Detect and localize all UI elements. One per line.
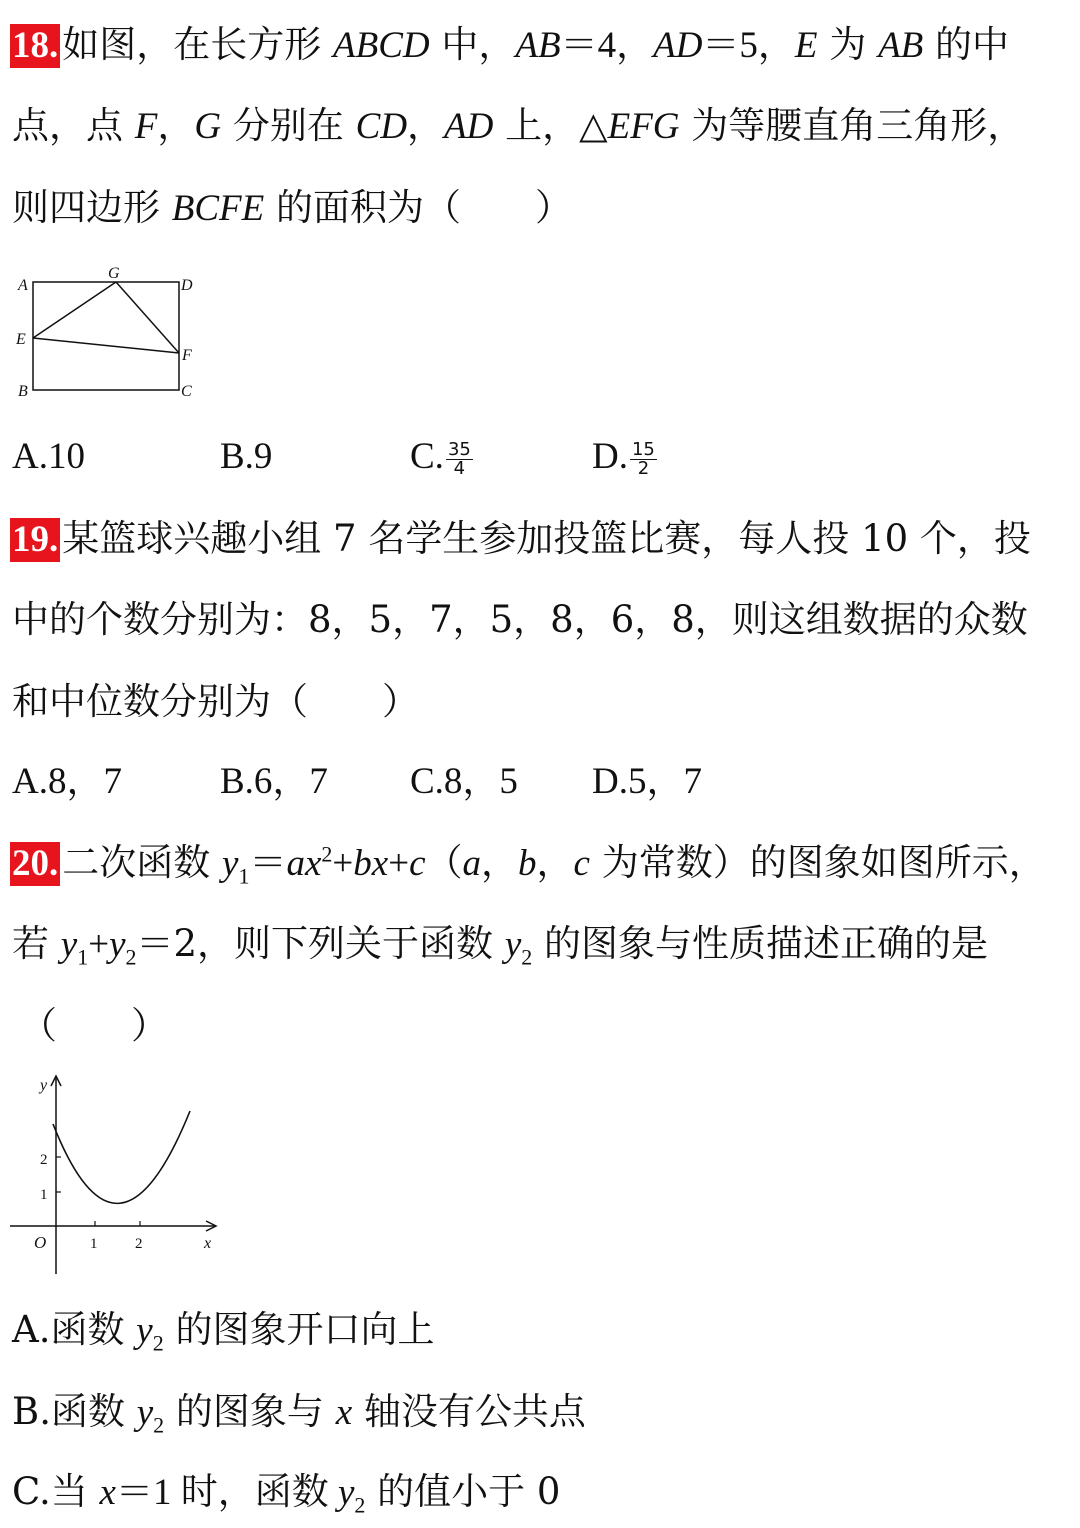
- rectangle-figure: [10, 262, 210, 402]
- q20-option-a: A.函数 $y_2$ 的图象开口向上: [12, 1308, 435, 1356]
- q20-option-b: B.函数 $y_2$ 的图象与 x 轴没有公共点: [12, 1390, 586, 1438]
- q19-line2: 中的个数分别为：8，5，7，5，8，6，8，则这组数据的众数: [12, 598, 1028, 641]
- q18-line3: 则四边形 BCFE 的面积为（ ）: [12, 186, 573, 229]
- label-c: C: [181, 383, 192, 400]
- question-number-20: 20.: [12, 843, 59, 884]
- fraction-35-4: $\frac{35}{4}$: [447, 439, 471, 480]
- q20-line1: 20. 二次函数 $y_1=ax^2+bx+c(a$，b，c 为常数）的图象如图所示，: [12, 841, 1046, 889]
- q20-line3: （ ）: [20, 1004, 168, 1047]
- x-tick-label-1: 1: [90, 1236, 98, 1252]
- label-g: G: [108, 265, 120, 282]
- x-axis-label: x: [204, 1235, 212, 1252]
- parabola-graph: [0, 1068, 230, 1280]
- y-tick-label-2: 2: [40, 1152, 48, 1168]
- q19-option-b: B.6，7: [220, 761, 328, 802]
- q19-option-d: D.5，7: [592, 761, 702, 802]
- rectangle-abcd: [33, 282, 179, 390]
- parabola-curve: [53, 1111, 190, 1203]
- q18-line1: 18. 如图，在长方形 ABCD 中，AB＝4，AD＝5，E 为 AB 的中: [12, 23, 1010, 66]
- q18-option-c: C. $\frac{35}{4}$: [410, 436, 471, 480]
- y-tick-label-1: 1: [40, 1187, 48, 1203]
- q18-option-b: B.9: [220, 436, 273, 477]
- q18-option-d: D. $\frac{15}{2}$: [592, 436, 655, 480]
- origin-label: O: [34, 1233, 47, 1252]
- segment-gf: [116, 282, 179, 353]
- label-f: F: [182, 347, 192, 364]
- q19-option-a: A.8，7: [12, 761, 122, 802]
- q19-option-c: C.8，5: [410, 761, 518, 802]
- q18-line2: 点，点 F，G 分别在 CD，AD 上，△EFG 为等腰直角三角形，: [12, 104, 1025, 147]
- question-number-18: 18.: [12, 25, 59, 66]
- label-e: E: [16, 331, 26, 348]
- y-axis-label: y: [40, 1077, 48, 1094]
- fraction-15-2: $\frac{15}{2}$: [631, 439, 655, 480]
- label-a: A: [18, 277, 28, 294]
- q20-line2: 若 $y_1+y_2=2$，则下列关于函数 $y_2$ 的图象与性质描述正确的是: [12, 922, 989, 970]
- q19-line1: 19. 某篮球兴趣小组 7 名学生参加投篮比赛，每人投 10 个，投: [12, 517, 1031, 560]
- q20-option-c: C.当 x＝1 时，函数 $y_2$ 的值小于 0: [12, 1470, 561, 1518]
- label-d: D: [181, 277, 193, 294]
- q18-option-a: A.10: [12, 436, 85, 477]
- question-number-19: 19.: [12, 519, 59, 560]
- segment-eg: [33, 282, 116, 338]
- x-tick-label-2: 2: [135, 1236, 143, 1252]
- segment-ef: [33, 338, 179, 353]
- label-b: B: [18, 383, 28, 400]
- q19-line3: 和中位数分别为（ ）: [12, 680, 419, 723]
